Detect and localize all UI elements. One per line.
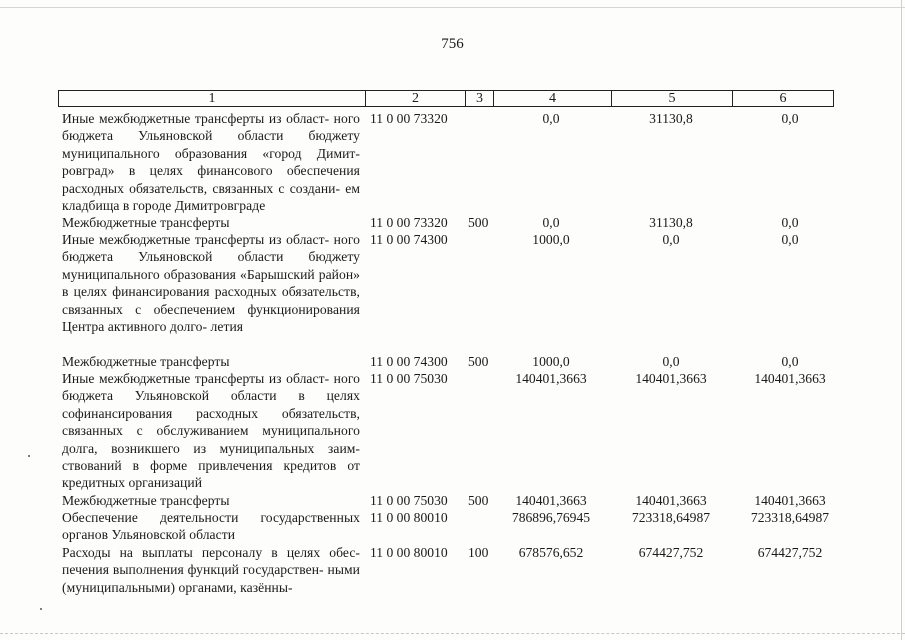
header-col-3: 3 [465,91,493,106]
row-value-col5: 0,0 [662,232,680,247]
row-value-col5: 31130,8 [649,215,693,230]
row-description: Иные межбюджетные трансферты из област- ного бюджета Ульяновской области бюджету муниципального образования «город Димит- ровград» в целях финансового обеспечения расходных обязательств, связанных с создани- ем кладбища в городе Димитровграде [62,111,360,214]
row-description: Межбюджетные трансферты [62,215,230,230]
row-value-col6: 0,0 [781,354,799,369]
header-col-2: 2 [365,91,465,106]
row-value-col6: 140401,3663 [754,371,826,386]
row-description: Иные межбюджетные трансферты из област- ного бюджета Ульяновской области в целях софинансирования расходных обязательств, связанных с обслуживанием муниципального долга, возникшего из муниципальных заим- ствований в форме привлечения кредитов от кредитных организаций [62,371,360,491]
row-value-col6: 0,0 [781,215,799,230]
scan-speck [40,608,42,610]
row-value-col4: 0,0 [542,111,560,126]
row-value-col6: 0,0 [781,111,799,126]
scan-right-edge [901,0,902,640]
page-number: 756 [441,36,464,52]
row-value-col4: 786896,76945 [511,510,591,525]
row-code: 11 0 00 74300 [370,232,448,247]
row-expense-type: 100 [468,545,489,560]
row-code: 11 0 00 80010 [370,510,448,525]
row-expense-type: 500 [468,354,489,369]
row-code: 11 0 00 80010 [370,545,448,560]
row-description: Межбюджетные трансферты [62,493,230,508]
row-value-col4: 678576,652 [518,545,584,560]
row-value-col5: 674427,752 [638,545,704,560]
row-value-col4: 1000,0 [532,354,570,369]
row-code: 11 0 00 75030 [370,371,448,386]
row-value-col5: 140401,3663 [635,493,707,508]
row-value-col4: 140401,3663 [515,493,587,508]
row-description: Обеспечение деятельности государственных органов Ульяновской области [62,510,360,543]
row-code: 11 0 00 74300 [370,354,448,369]
row-value-col4: 1000,0 [532,232,570,247]
header-col-1: 1 [208,91,216,106]
row-value-col6: 140401,3663 [754,493,826,508]
row-description: Межбюджетные трансферты [62,354,230,369]
row-value-col5: 140401,3663 [635,371,707,386]
row-value-col4: 140401,3663 [515,371,587,386]
scan-speck [28,455,30,457]
scan-bottom-edge [0,633,905,634]
row-code: 11 0 00 73320 [370,215,448,230]
header-col-4: 4 [493,91,611,106]
row-value-col4: 0,0 [542,215,560,230]
row-code: 11 0 00 75030 [370,493,448,508]
row-description: Иные межбюджетные трансферты из област- ного бюджета Ульяновской области бюджету муниципального образования «Барышский район» в целях финансирования расходных обязательств, связанных с обеспечением функционирования Центра активного долго- летия [62,232,360,335]
row-value-col6: 0,0 [781,232,799,247]
header-col-5: 5 [611,91,732,106]
row-value-col5: 0,0 [662,354,680,369]
scan-top-edge [0,7,905,8]
header-col-6: 6 [732,91,833,106]
row-value-col5: 31130,8 [649,111,693,126]
row-expense-type: 500 [468,493,489,508]
row-expense-type: 500 [468,215,489,230]
row-value-col5: 723318,64987 [631,510,711,525]
row-value-col6: 674427,752 [757,545,823,560]
row-description: Расходы на выплаты персоналу в целях обес- печения выполнения функций государствен- ными (муниципальными) органами, казённы- [62,545,360,595]
row-code: 11 0 00 73320 [370,111,448,126]
row-value-col6: 723318,64987 [750,510,830,525]
table-header [58,90,834,107]
